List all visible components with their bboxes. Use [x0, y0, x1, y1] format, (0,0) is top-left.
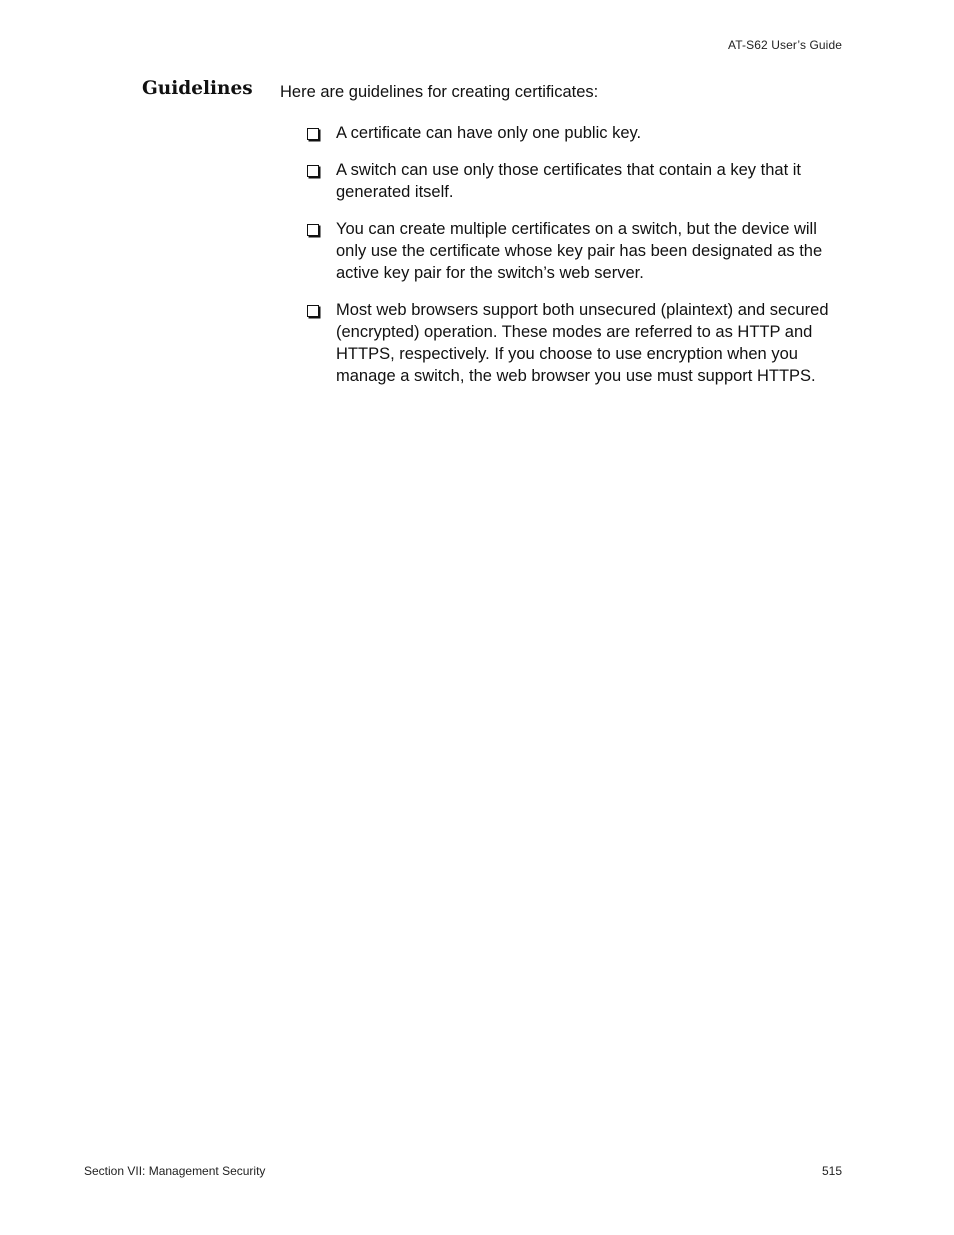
checkbox-bullet-icon	[307, 165, 319, 177]
list-item	[307, 122, 847, 144]
list-item-text: You can create multiple certificates on a switch, but the device will only use the certificate whose key pair has been designated as the active key pair for the switch’s web server.	[336, 220, 823, 282]
guidelines-list	[307, 122, 847, 402]
list-item	[307, 218, 847, 284]
list-item	[307, 299, 847, 387]
list-item-text: A switch can use only those certificates that contain a key that it generated itself.	[336, 161, 801, 201]
list-item	[307, 159, 847, 203]
section-heading: Guidelines	[142, 78, 253, 99]
page-number: 515	[821, 1164, 842, 1178]
checkbox-bullet-icon	[307, 128, 319, 140]
footer-section-label: Section VII: Management Security	[84, 1164, 266, 1178]
checkbox-bullet-icon	[307, 224, 319, 236]
intro-paragraph: Here are guidelines for creating certificates:	[280, 83, 599, 101]
checkbox-bullet-icon	[307, 305, 319, 317]
list-item-text: Most web browsers support both unsecured (plaintext) and secured (encrypted) operation. These modes are referred to as HTTP and HTTPS, respectively. If you choose to use encryption when you manage a switch, the web browser you use must support HTTPS.	[336, 301, 829, 385]
list-item-text: A certificate can have only one public key.	[336, 124, 642, 142]
running-header: AT-S62 User’s Guide	[728, 38, 842, 52]
